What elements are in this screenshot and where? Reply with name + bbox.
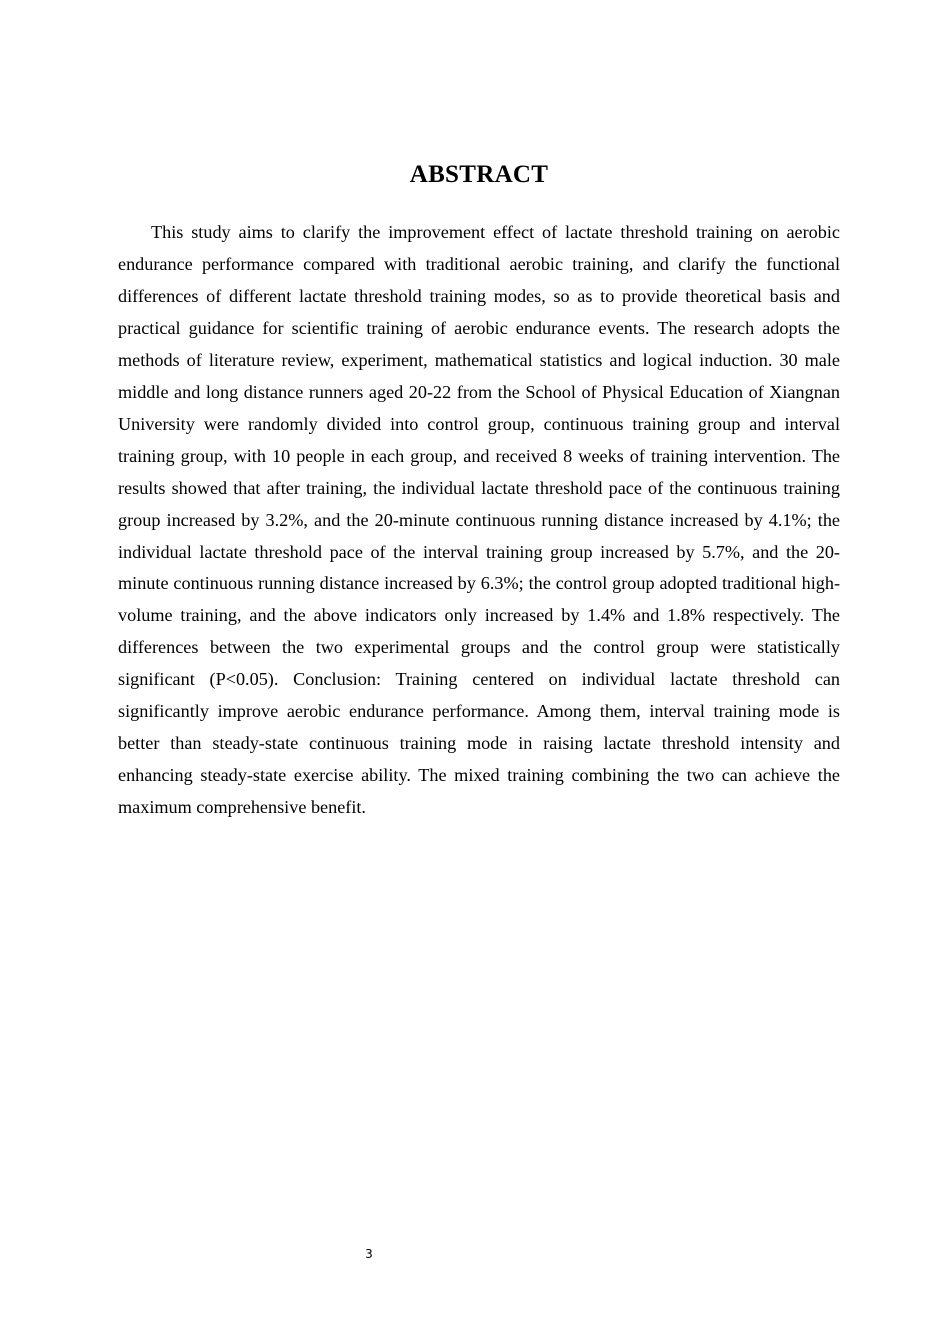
page-number: 3 — [365, 1247, 373, 1261]
abstract-heading: ABSTRACT — [409, 161, 549, 188]
abstract-body-text: This study aims to clarify the improvement effect of lactate threshold training on aerobic endurance performance compared with traditional aerobic training, and clarify the functional differences of different lactate threshold training modes, so as to provide theoretical basis and practical guidance for scientific training of aerobic endurance events. The research adopts the methods of literature review, experiment, mathematical statistics and logical induction. 30 male middle and long distance runners aged 20-22 from the School of Physical Education of Xiangnan University were randomly divided into control group, continuous training group and interval training group, with 10 people in each group, and received 8 weeks of training intervention. The results showed that after training, the individual lactate threshold pace of the continuous training group increased by 3.2%, and the 20-minute continuous running distance increased by 4.1%; the individual lactate threshold pace of the interval training group increased by 5.7%, and the 20-minute continuous running distance increased by 6.3%; the control group adopted traditional high-volume training, and the above indicators only increased by 1.4% and 1.8% respectively. The differences between the two experimental groups and the control group were statistically significant (P<0.05). Conclusion: Training centered on individual lactate threshold can significantly improve aerobic endurance performance. Among them, interval training mode is better than steady-state continuous training mode in raising lactate threshold intensity and enhancing steady-state exercise ability. The mixed training combining the two can achieve the maximum comprehensive benefit. — [118, 222, 840, 818]
